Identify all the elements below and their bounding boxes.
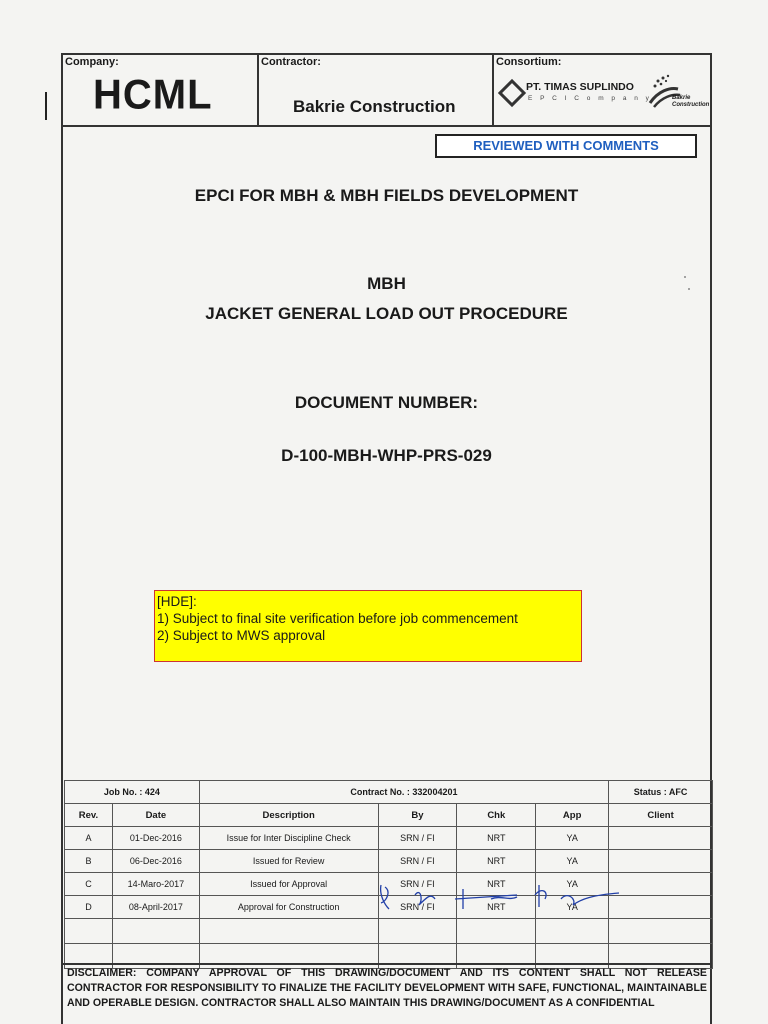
company-logo-hcml: HCML [93, 71, 213, 119]
client-cell [609, 827, 713, 850]
chk-cell: NRT [457, 827, 536, 850]
column-header: Client [609, 804, 713, 827]
description-cell: Issued for Review [199, 850, 378, 873]
revision-table [64, 780, 713, 969]
column-header: Description [199, 804, 378, 827]
app-cell: YA [536, 896, 609, 919]
disclaimer-divider [63, 963, 710, 965]
column-header: Chk [457, 804, 536, 827]
column-header: App [536, 804, 609, 827]
description-cell: Approval for Construction [199, 896, 378, 919]
date-cell: 06-Dec-2016 [112, 850, 199, 873]
comment-line: 2) Subject to MWS approval [157, 628, 326, 643]
table-row [65, 850, 713, 873]
date-cell: 14-Maro-2017 [112, 873, 199, 896]
by-cell: SRN / FI [378, 873, 457, 896]
document-number: D-100-MBH-WHP-PRS-029 [281, 446, 492, 465]
consortium-name: PT. TIMAS SUPLINDO [526, 81, 634, 93]
date-cell: 08-April-2017 [112, 896, 199, 919]
disclaimer-text: DISCLAIMER: COMPANY APPROVAL OF THIS DRAWING/DOCUMENT AND ITS CONTENT SHALL NOT RELEASE CONTRACTOR FOR RESPONSIBILITY TO FINALIZE THE FACILITY DEVELOPMENT WITH SAFE, FUNCTIONAL, MAINTAINABLE AND OPERABLE DESIGN. CONTRACTOR SHALL ALSO MAINTAIN THIS DRAWING/DOCUMENT AS A CONFIDENTIAL [67, 967, 707, 1009]
chk-cell: NRT [457, 873, 536, 896]
project-title: EPCI FOR MBH & MBH FIELDS DEVELOPMENT [194, 186, 579, 205]
field-name: MBH [367, 274, 406, 293]
table-info-row [65, 781, 713, 804]
company-cell [63, 55, 259, 125]
column-header: Rev. [65, 804, 113, 827]
title-block-header [63, 55, 710, 127]
signature-app [533, 881, 623, 911]
by-cell: SRN / FI [378, 850, 457, 873]
partner-logo-text: Bakrie Construction [672, 95, 710, 108]
consortium-subtitle: E P C I C o m p a n y [528, 95, 652, 102]
contract-number: Contract No. : 332004201 [199, 781, 608, 804]
table-row-empty [65, 919, 713, 944]
date-cell: 01-Dec-2016 [112, 827, 199, 850]
comment-line: 1) Subject to final site verification before job commencement [157, 611, 518, 626]
comment-tag: [HDE]: [157, 594, 197, 609]
status: Status : AFC [609, 781, 713, 804]
client-cell [609, 896, 713, 919]
rev-cell: C [65, 873, 113, 896]
by-cell: SRN / FI [378, 827, 457, 850]
rev-cell: A [65, 827, 113, 850]
signature-chk [451, 885, 523, 911]
document-number-label: DOCUMENT NUMBER: [294, 393, 479, 412]
scan-margin-mark [45, 92, 47, 120]
contractor-name: Bakrie Construction [293, 97, 456, 116]
app-cell: YA [536, 850, 609, 873]
consortium-cell [494, 55, 710, 125]
chk-cell: NRT [457, 896, 536, 919]
client-cell [609, 873, 713, 896]
review-stamp: REVIEWED WITH COMMENTS [435, 134, 697, 158]
column-header: By [378, 804, 457, 827]
document-title: JACKET GENERAL LOAD OUT PROCEDURE [205, 304, 568, 323]
job-number: Job No. : 424 [65, 781, 200, 804]
app-cell: YA [536, 827, 609, 850]
rev-cell: B [65, 850, 113, 873]
table-row [65, 827, 713, 850]
client-cell [609, 850, 713, 873]
document-frame [61, 53, 712, 1024]
description-cell: Issue for Inter Discipline Check [199, 827, 378, 850]
consortium-label: Consortium: [496, 56, 562, 68]
app-cell: YA [536, 873, 609, 896]
column-header: Date [112, 804, 199, 827]
company-label: Company: [65, 56, 119, 68]
rev-cell: D [65, 896, 113, 919]
contractor-cell [259, 55, 494, 125]
chk-cell: NRT [457, 850, 536, 873]
table-header-row [65, 804, 713, 827]
contractor-label: Contractor: [261, 56, 321, 68]
description-cell: Issued for Approval [199, 873, 378, 896]
by-cell: SRN / FI [378, 896, 457, 919]
review-comment-box [154, 590, 582, 662]
timas-logo-icon [498, 79, 526, 107]
